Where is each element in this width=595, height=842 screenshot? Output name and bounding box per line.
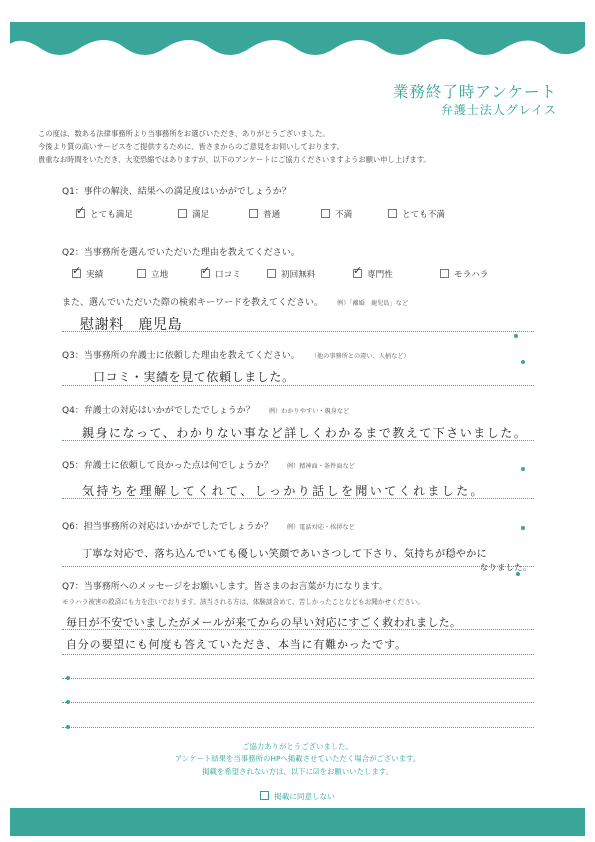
q6-answer-line-2: なりました。 <box>480 563 532 572</box>
checkbox[interactable] <box>321 209 330 218</box>
q1-option-unsatisfied[interactable]: 不満 <box>321 208 352 220</box>
intro-line-2: 今後より質の高いサービスをご提供するために、皆さまからのご意見をお伺いしております。 <box>38 142 344 151</box>
q5-label: Q5：弁護士に依頼して良かった点は何でしょうか？ 例）精神面・条件面など <box>62 461 355 471</box>
q7-note: モラハラ被害の救済にも力を注いでおります。該当される方は、体験談含めて、苦しかったことなどもお聞かせください。 <box>62 598 424 606</box>
answer-line <box>62 654 534 655</box>
footer-band <box>10 808 585 836</box>
q4-example: 例）わかりやすい・親身など <box>268 408 350 415</box>
q1-label: Q1：事件の解決、結果への満足度はいかがでしょうか？ <box>62 187 291 197</box>
decor-dot <box>521 360 525 364</box>
q2-keyword-answer: 慰謝料 鹿児島 <box>80 317 183 333</box>
header-cloud-band <box>10 22 585 62</box>
decor-dot <box>66 725 70 729</box>
checkbox-checked[interactable] <box>72 269 81 278</box>
intro-line-3: 貴重なお時間をいただき、大変恐縮ではありますが、以下のアンケートにご協力くださいますようお願い申し上げます。 <box>38 155 431 164</box>
q7-answer-line-2: 自分の要望にも何度も答えていただき、本当に有難かったです。 <box>66 638 407 651</box>
decor-dot <box>521 467 525 471</box>
decor-dot <box>521 526 525 530</box>
answer-line <box>62 566 534 567</box>
firm-name: 弁護士法人グレイス <box>440 103 557 117</box>
answer-line <box>62 629 534 630</box>
q2-label: Q2：当事務所を選んでいただいた理由を教えてください。 <box>62 248 300 258</box>
closing-publication-notice: アンケート結果を当事務所のHPへ掲載させていただく場合がございます。 <box>174 754 421 763</box>
answer-line <box>62 385 534 386</box>
optout-checkbox[interactable] <box>260 791 269 800</box>
q2-option-location[interactable]: 立地 <box>137 268 168 280</box>
answer-line <box>62 678 534 679</box>
q3-example: （他の事務所との違い、人柄など） <box>313 353 410 360</box>
checkbox[interactable] <box>267 269 276 278</box>
answer-line <box>62 440 534 441</box>
q2-option-free-consult[interactable]: 初回無料 <box>267 268 315 280</box>
answer-line <box>62 331 534 332</box>
page-title: 業務終了時アンケート <box>392 83 557 101</box>
answer-line <box>62 702 534 703</box>
optout-checkbox-row[interactable] <box>0 791 595 802</box>
q2-option-track-record[interactable]: ✓実績 <box>72 268 103 280</box>
decor-dot <box>66 676 70 680</box>
q1-option-very-unsatisfied[interactable]: とても不満 <box>388 208 445 220</box>
q2-option-reviews[interactable]: ✓ 口コミ <box>201 268 241 280</box>
closing-thanks: ご協力ありがとうございました。 <box>242 742 353 751</box>
optout-label: 掲載に同意しない <box>274 792 335 801</box>
q2-keyword-prompt: また、選んでいただいた際の検索キーワードを教えてください。 例）「離婚 鹿児島」など <box>62 298 409 308</box>
q1-option-very-satisfied[interactable]: ✓とても満足 <box>76 208 133 220</box>
q4-label: Q4：弁護士の対応はいかがでしたでしょうか？ 例）わかりやすい・親身など <box>62 406 350 416</box>
decor-dot <box>66 700 70 704</box>
q7-answer-line-1: 毎日が不安でいましたがメールが来てからの早い対応にすごく救われました。 <box>66 616 462 629</box>
q5-answer: 気持ちを理解してくれて、しっかり話しを聞いてくれました。 <box>82 484 485 498</box>
q1-option-normal[interactable]: 普通 <box>249 208 280 220</box>
q3-answer: 口コミ・実績を見て依頼しました。 <box>93 370 295 384</box>
decor-dot <box>514 334 518 338</box>
q6-answer-line-1: 丁寧な対応で、落ち込んでいても優しい笑顔であいさつして下さり、気持ちが穏やかに <box>82 549 487 560</box>
q6-example: 例）電話対応・挨拶など <box>286 524 355 531</box>
closing-optout-instruction: 掲載を希望されない方は、以下に☑をお願いいたします。 <box>202 767 393 776</box>
checkbox[interactable] <box>440 269 449 278</box>
answer-line <box>62 498 534 499</box>
checkbox-checked[interactable] <box>201 269 210 278</box>
checkbox-checked[interactable] <box>76 209 85 218</box>
checkbox[interactable] <box>137 269 146 278</box>
q3-label: Q3：当事務所の弁護士に依頼した理由を教えてください。 （他の事務所との違い、人柄など） <box>62 351 410 361</box>
q1-option-satisfied[interactable]: 満足 <box>178 208 209 220</box>
q5-example: 例）精神面・条件面など <box>286 463 355 470</box>
q6-label: Q6：担当事務所の対応はいかがでしたでしょうか？ 例）電話対応・挨拶など <box>62 522 355 532</box>
q7-label: Q7：当事務所へのメッセージをお願いします。皆さまのお言葉が力になります。 <box>62 582 388 592</box>
decor-dot <box>516 572 520 576</box>
intro-line-1: この度は、数ある法律事務所より当事務所をお選びいただき、ありがとうございました。 <box>38 129 330 138</box>
checkbox[interactable] <box>249 209 258 218</box>
checkbox-checked[interactable] <box>353 269 362 278</box>
q2-keyword-example: 例）「離婚 鹿児島」など <box>337 300 409 307</box>
answer-line <box>62 727 534 728</box>
q4-answer: 親身になって、わかりない事など詳しくわかるまで教えて下さいました。 <box>82 426 528 440</box>
checkbox[interactable] <box>178 209 187 218</box>
checkbox[interactable] <box>388 209 397 218</box>
q2-option-expertise[interactable]: ✓ 専門性 <box>353 268 393 280</box>
q2-option-moral-harassment[interactable]: モラハラ <box>440 268 488 280</box>
